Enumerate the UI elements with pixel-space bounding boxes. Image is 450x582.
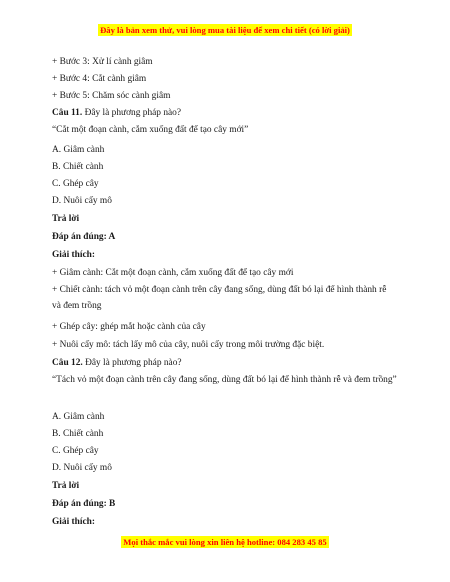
q11-answer-heading: Trả lời xyxy=(52,214,80,224)
q11-explanation-2: + Chiết cành: tách vỏ một đoạn cành trên cây đang sống, dùng đất bó lại để hình thành rễ và đem trồng xyxy=(52,285,387,311)
q11-explanation-3: + Ghép cây: ghép mắt hoặc cành của cây xyxy=(52,322,206,332)
question-12-quote: “Tách vỏ một đoạn cành trên cây đang sống, dùng đất bó lại để hình thành rễ và đem trồng” xyxy=(52,375,397,385)
q11-option-a: A. Giâm cành xyxy=(52,145,105,155)
step-4: + Bước 4: Cắt cành giâm xyxy=(52,74,147,84)
q11-option-c: C. Ghép cây xyxy=(52,179,99,189)
question-11-label: Câu 11. xyxy=(52,108,83,118)
q11-explanation-4: + Nuôi cấy mô: tách lấy mô của cây, nuôi cấy trong môi trường đặc biệt. xyxy=(52,340,325,350)
step-3: + Bước 3: Xử lí cành giâm xyxy=(52,57,153,67)
q12-option-a: A. Giâm cành xyxy=(52,412,105,422)
q12-option-d: D. Nuôi cấy mô xyxy=(52,463,112,473)
q11-option-d: D. Nuôi cấy mô xyxy=(52,196,112,206)
question-12 xyxy=(52,357,182,369)
q11-explanation-1: + Giâm cành: Cắt một đoạn cành, cắm xuống đất để tạo cây mới xyxy=(52,268,294,278)
q12-explain-heading: Giải thích: xyxy=(52,517,95,527)
step-5: + Bước 5: Chăm sóc cành giâm xyxy=(52,91,171,101)
q12-option-c: C. Ghép cây xyxy=(52,446,99,456)
q12-correct-answer: Đáp án đúng: B xyxy=(52,499,116,509)
question-11 xyxy=(52,107,181,119)
q12-option-b: B. Chiết cành xyxy=(52,429,104,439)
q12-answer-heading: Trả lời xyxy=(52,481,80,491)
question-12-label: Câu 12. xyxy=(52,358,83,368)
preview-banner xyxy=(0,25,450,35)
preview-banner-text: Đây là bản xem thử, vui lòng mua tài liệu để xem chi tiết (có lời giải) xyxy=(100,25,350,35)
hotline-banner xyxy=(0,537,450,547)
question-11-quote: “Cắt một đoạn cành, cắm xuống đất để tạo cây mới” xyxy=(52,125,249,135)
question-11-prompt: Đây là phương pháp nào? xyxy=(84,108,182,118)
q11-correct-answer: Đáp án đúng: A xyxy=(52,232,116,242)
q11-option-b: B. Chiết cành xyxy=(52,162,104,172)
question-12-prompt: Đây là phương pháp nào? xyxy=(85,358,182,368)
hotline-banner-text: Mọi thắc mắc vui lòng xin liên hệ hotline: 084 283 45 85 xyxy=(123,537,327,547)
q11-explain-heading: Giải thích: xyxy=(52,250,95,260)
